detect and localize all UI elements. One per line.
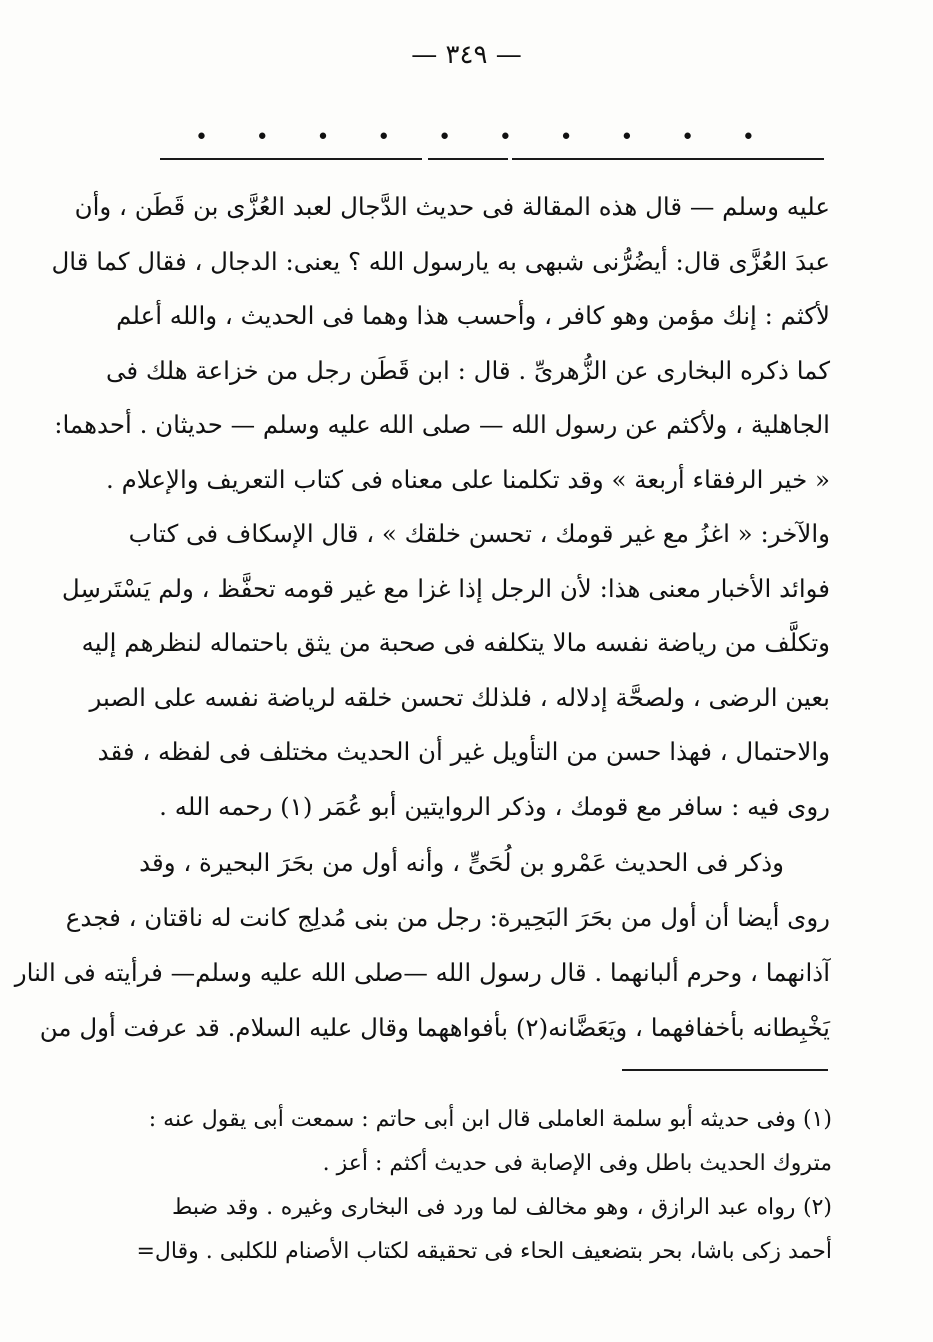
header-rule (160, 158, 824, 164)
text-line: روى أيضا أن أول من بحَرَ البَحِيرة: رجل من بنى مُدلِج كانت له ناقتان ، فجدع (65, 903, 830, 932)
ornament-dot: • (255, 125, 269, 150)
second-paragraph (14, 835, 830, 1055)
main-paragraph (51, 180, 830, 834)
text-line: فوائد الأخبار معنى هذا: لأن الرجل إذا غزا مع غير قومه تحفَّظ ، ولم يَسْتَرسِل (61, 573, 830, 603)
text-line: كما ذكره البخارى عن الزُّهرىِّ . قال : ابن قَطَن رجل من خزاعة هلك فى (106, 355, 830, 385)
text-line: لأكثم : إنك مؤمن وهو كافر ، وأحسب هذا وهما فى الحديث ، والله أعلم (116, 301, 830, 330)
text-line: « خير الرفقاء أربعة » وقد تكلمنا على معناه فى كتاب التعريف والإعلام . (106, 464, 830, 494)
header-rule-segment (160, 158, 422, 160)
ornament-dot: • (741, 125, 755, 150)
ornament-dot: • (498, 125, 512, 150)
ornament-dot: • (316, 125, 330, 150)
text-line: آذانهما ، وحرم ألبانهما . قال رسول الله —صلى الله عليه وسلم— فرأيته فى النار (14, 958, 830, 987)
ornament-dot: • (377, 125, 391, 150)
page-number: — ٣٤٩ — (411, 40, 522, 70)
text-line: يَخْبِطانه بأخفافهما ، ويَعَضَّانه(٢) بأفواههما وقال عليه السلام. قد عرفت أول من (39, 1013, 830, 1042)
header-rule-segment (512, 158, 824, 160)
ornament-dot: • (195, 125, 208, 150)
text-line: وذكر فى الحديث عَمْرو بن لُحَىٍّ ، وأنه أول من بحَرَ البحيرة ، وقد (139, 848, 784, 877)
ornament-dot: • (438, 125, 452, 150)
footnotes (136, 1098, 832, 1274)
ornament-dots-row (195, 125, 755, 150)
header-rule-segment (428, 158, 508, 160)
footnote-line: متروك الحديث باطل وفى الإصابة فى حديث أكثم : أعز . (322, 1151, 832, 1176)
footnote-line: أحمد زكى باشا، بحر بتضعيف الحاء فى تحقيقه لكتاب الأصنام للكلبى . وقال= (136, 1239, 832, 1264)
footnote-separator (622, 1069, 828, 1071)
footnote-line: (١) وفى حديثه أبو سلمة العاملى قال ابن أبى حاتم : سمعت أبى يقول عنه : (148, 1107, 832, 1132)
ornament-dot: • (559, 125, 573, 150)
text-line: الجاهلية ، ولأكثم عن رسول الله — صلى الله عليه وسلم — حديثان . أحدهما: (54, 410, 830, 439)
text-line: روى فيه : سافر مع قومك ، وذكر الروايتين أبو عُمَر (١) رحمه الله . (159, 791, 830, 821)
ornament-dot: • (681, 125, 695, 150)
text-line: والآخر: « اغزُ مع غير قومك ، تحسن خلقك » ، قال الإسكاف فى كتاب (128, 519, 830, 548)
text-line: وتكلَّف من رياضة نفسه مالا يتكلفه فى صحبة من يثق باحتماله لنظرهم إليه (81, 628, 830, 657)
text-line: بعين الرضى ، ولصحَّة إدلاله ، فلذلك تحسن خلقه لرياضة نفسه على الصبر (89, 682, 830, 712)
text-line: عبدَ العُزَّى قال: أيضُرُّنى شبهى به يارسول الله ؟ يعنى: الدجال ، فقال كما قال (51, 246, 830, 276)
text-line: والاحتمال ، فهذا حسن من التأويل غير أن الحديث مختلف فى لفظه ، فقد (97, 737, 830, 766)
footnote-line: (٢) رواه عبد الرازق ، وهو مخالف لما ورد فى البخارى وغيره . وقد ضبط (172, 1195, 832, 1220)
text-line: عليه وسلم — قال هذه المقالة فى حديث الدَّجال لعبد العُزَّى بن قَطَن ، وأن (74, 192, 830, 221)
ornament-dot: • (620, 125, 634, 150)
